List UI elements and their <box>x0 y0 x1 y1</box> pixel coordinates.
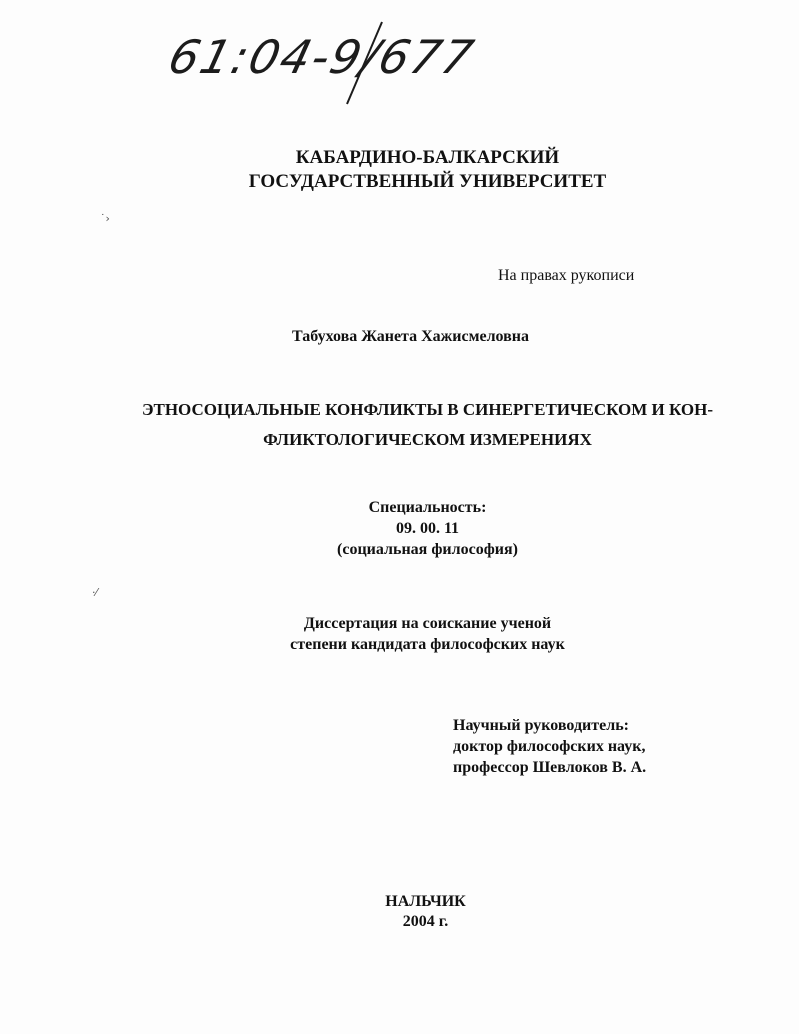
handwritten-slash-icon <box>0 0 799 130</box>
city-name: НАЛЬЧИК <box>385 893 466 910</box>
specialty-label: Специальность: <box>368 499 487 516</box>
title-line-2: ФЛИКТОЛОГИЧЕСКОМ ИЗМЕРЕНИЯХ <box>263 430 592 449</box>
handwritten-archive-number: 61:04-9/677 <box>163 30 481 84</box>
university-line-1: КАБАРДИНО-БАЛКАРСКИЙ <box>295 147 560 168</box>
scan-speck: ·⁄ <box>92 586 98 599</box>
supervisor-name: профессор Шевлоков В. А. <box>453 759 647 776</box>
specialty-name: (социальная философия) <box>337 541 518 558</box>
university-name <box>28 146 799 194</box>
rights-note: На правах рукописи <box>498 267 635 284</box>
specialty-code: 09. 00. 11 <box>395 520 460 537</box>
scan-speck: ˙› <box>100 212 110 225</box>
dissertation-title <box>28 395 799 455</box>
supervisor-degree: доктор философских наук, <box>453 738 646 755</box>
city-year-block <box>26 892 799 932</box>
title-line-1: ЭТНОСОЦИАЛЬНЫЕ КОНФЛИКТЫ В СИНЕРГЕТИЧЕСКОМ И КОН- <box>141 400 714 419</box>
supervisor-block <box>453 715 646 778</box>
dissertation-degree <box>28 613 799 655</box>
university-line-2: ГОСУДАРСТВЕННЫЙ УНИВЕРСИТЕТ <box>248 171 607 192</box>
dissertation-line-1: Диссертация на соискание ученой <box>303 615 552 632</box>
supervisor-label: Научный руководитель: <box>453 717 629 734</box>
year: 2004 г. <box>402 913 449 930</box>
author-name: Табухова Жанета Хажисмеловна <box>292 328 530 345</box>
dissertation-line-2: степени кандидата философских наук <box>290 636 565 653</box>
specialty-block <box>28 497 799 560</box>
